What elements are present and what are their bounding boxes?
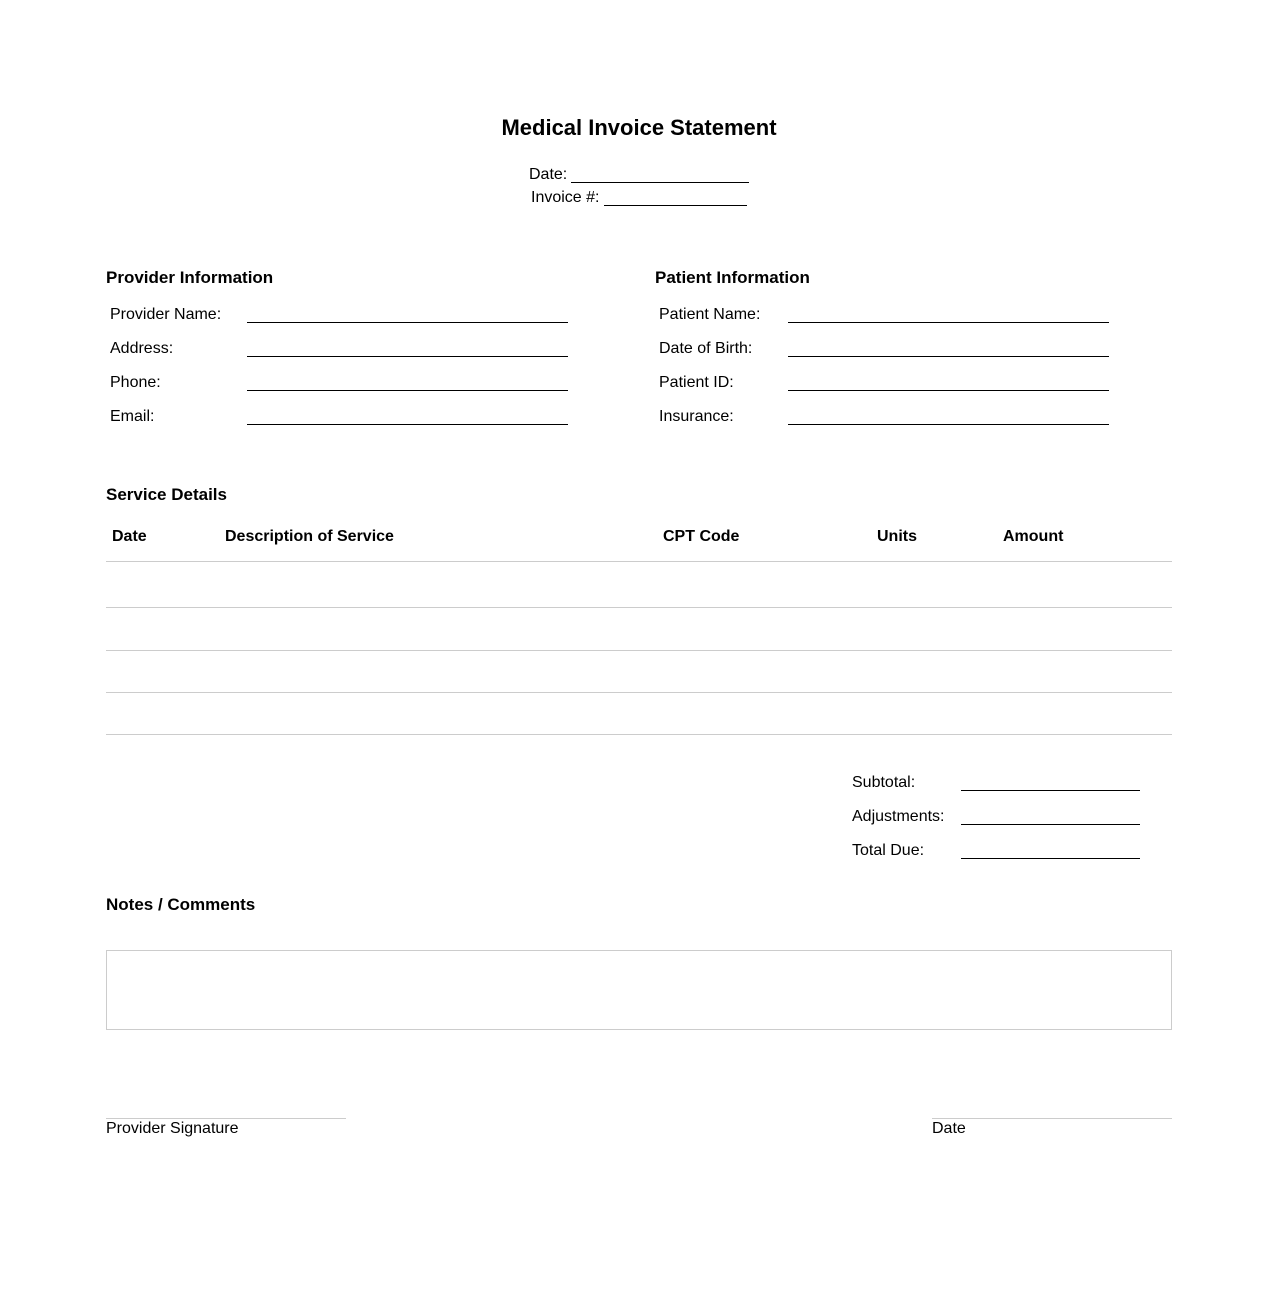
subtotal-field[interactable] bbox=[961, 790, 1140, 791]
col-amount: Amount bbox=[1003, 528, 1064, 545]
patient-insurance-field[interactable] bbox=[788, 424, 1109, 425]
table-row[interactable] bbox=[106, 693, 1172, 734]
patient-id-label: Patient ID: bbox=[659, 374, 734, 391]
signature-date-line[interactable] bbox=[932, 1118, 1172, 1119]
table-row-divider bbox=[106, 734, 1172, 735]
services-heading: Service Details bbox=[106, 485, 227, 504]
col-units: Units bbox=[877, 528, 917, 545]
adjustments-field[interactable] bbox=[961, 824, 1140, 825]
header-invoice-label: Invoice #: bbox=[531, 189, 600, 206]
provider-signature-line[interactable] bbox=[106, 1118, 346, 1119]
table-row[interactable] bbox=[106, 562, 1172, 607]
notes-textarea[interactable] bbox=[106, 950, 1172, 1030]
patient-insurance-label: Insurance: bbox=[659, 408, 734, 425]
patient-name-label: Patient Name: bbox=[659, 306, 761, 323]
provider-phone-field[interactable] bbox=[247, 390, 568, 391]
signature-date-label: Date bbox=[932, 1120, 966, 1137]
patient-heading: Patient Information bbox=[655, 268, 810, 287]
provider-name-field[interactable] bbox=[247, 322, 568, 323]
patient-id-field[interactable] bbox=[788, 390, 1109, 391]
provider-email-label: Email: bbox=[110, 408, 155, 425]
adjustments-label: Adjustments: bbox=[852, 808, 945, 825]
provider-signature-label: Provider Signature bbox=[106, 1120, 239, 1137]
table-row[interactable] bbox=[106, 651, 1172, 692]
col-cpt-code: CPT Code bbox=[663, 528, 740, 545]
col-date: Date bbox=[112, 528, 147, 545]
provider-address-field[interactable] bbox=[247, 356, 568, 357]
patient-dob-label: Date of Birth: bbox=[659, 340, 753, 357]
subtotal-label: Subtotal: bbox=[852, 774, 916, 791]
col-description: Description of Service bbox=[225, 528, 394, 545]
provider-address-label: Address: bbox=[110, 340, 174, 357]
total-due-field[interactable] bbox=[961, 858, 1140, 859]
header-invoice-field[interactable] bbox=[604, 205, 747, 206]
patient-dob-field[interactable] bbox=[788, 356, 1109, 357]
notes-heading: Notes / Comments bbox=[106, 895, 256, 914]
provider-name-label: Provider Name: bbox=[110, 306, 222, 323]
provider-heading: Provider Information bbox=[106, 268, 274, 287]
table-row[interactable] bbox=[106, 608, 1172, 650]
header-date-field[interactable] bbox=[571, 182, 749, 183]
header-date-label: Date: bbox=[529, 166, 568, 183]
patient-name-field[interactable] bbox=[788, 322, 1109, 323]
total-due-label: Total Due: bbox=[852, 842, 925, 859]
page-title: Medical Invoice Statement bbox=[501, 115, 777, 140]
provider-email-field[interactable] bbox=[247, 424, 568, 425]
provider-phone-label: Phone: bbox=[110, 374, 161, 391]
